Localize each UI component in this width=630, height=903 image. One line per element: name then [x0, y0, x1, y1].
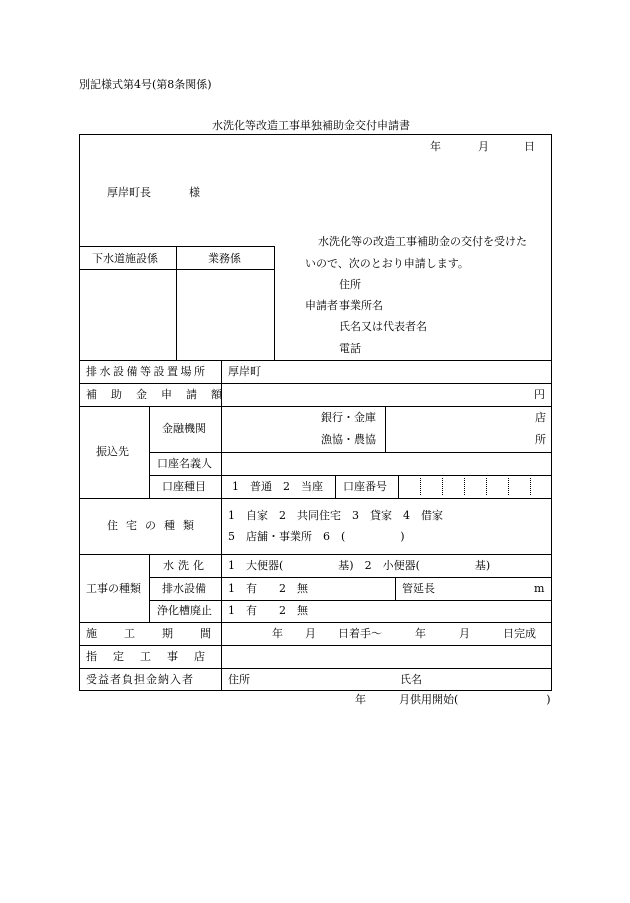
flush-label: 水洗化: [163, 559, 208, 572]
drain-label: 排水設備: [162, 582, 206, 595]
row-line: [79, 360, 552, 361]
col-line: [149, 554, 150, 622]
septic-value: 1 有 2 無: [228, 604, 308, 617]
account-type-label: 口座種目: [162, 480, 206, 493]
row-line: [149, 452, 552, 453]
row-line: [149, 577, 552, 578]
dept-right-header: 業務係: [208, 252, 241, 265]
addressee-name: 厚岸町長: [107, 186, 151, 199]
bank-types-2: 漁協・農協: [321, 433, 376, 446]
payer-label: 受益者負担金納入者: [86, 673, 194, 686]
date-day: 日: [524, 140, 535, 153]
service-start-line: 年 月供用開始( ): [355, 693, 551, 706]
location-label: 排水設備等設置場所: [86, 365, 208, 378]
payer-address-label: 住所: [228, 673, 250, 686]
account-number-label: 口座番号: [343, 480, 387, 493]
col-line: [398, 475, 399, 498]
pipe-unit: m: [534, 582, 545, 595]
dept-box-mid: [176, 246, 177, 360]
account-digit-sep: [508, 478, 509, 495]
payer-name-label: 氏名: [400, 673, 422, 686]
septic-label: 浄化槽廃止: [157, 604, 212, 617]
row-line: [79, 383, 552, 384]
account-digit-sep: [442, 478, 443, 495]
col-line: [149, 406, 150, 498]
location-value: 厚岸町: [228, 365, 261, 378]
account-digit-sep: [420, 478, 421, 495]
row-line: [79, 645, 552, 646]
form-title: 水洗化等改造工事単独補助金交付申請書: [212, 119, 410, 132]
row-line: [149, 600, 552, 601]
applicant-name-label: 氏名又は代表者名: [339, 320, 427, 333]
house-line2: 5 店舗・事業所 6 ( ): [228, 530, 405, 543]
bank-types-1: 銀行・金庫: [321, 411, 376, 424]
applicant-address-label: 住所: [339, 278, 361, 291]
holder-label: 口座名義人: [157, 457, 212, 470]
amount-unit: 円: [534, 388, 545, 401]
house-line1: 1 自家 2 共同住宅 3 貸家 4 借家: [228, 509, 443, 522]
contractor-label: 指定工事店: [86, 650, 221, 663]
date-year: 年: [430, 140, 441, 153]
period-label: 施工期間: [86, 627, 238, 640]
account-type-value: 1 普通 2 当座: [232, 480, 323, 493]
applicant-phone-label: 電話: [339, 342, 361, 355]
applicant-label: 申請者: [305, 299, 338, 312]
account-digit-sep: [486, 478, 487, 495]
drain-value: 1 有 2 無: [228, 582, 308, 595]
addressee-honorific: 様: [189, 186, 200, 199]
col-line: [221, 360, 222, 691]
form-number: 別記様式第4号(第8条関係): [79, 78, 212, 91]
applicant-office-label: 事業所名: [339, 299, 383, 312]
account-digit-sep: [464, 478, 465, 495]
pipe-label: 管延長: [402, 582, 435, 595]
dept-left-header: 下水道施設係: [92, 252, 158, 265]
col-line: [335, 475, 336, 498]
row-line: [79, 668, 552, 669]
dept-box-right: [274, 246, 275, 360]
transfer-label: 振込先: [96, 445, 129, 458]
flush-value: 1 大便器( 基) 2 小便器( 基): [228, 559, 491, 572]
request-line1: 水洗化等の改造工事補助金の交付を受けた: [318, 235, 527, 248]
work-type-label: 工事の種類: [86, 582, 141, 595]
branch-suffix-2: 所: [535, 433, 546, 446]
branch-suffix-1: 店: [535, 411, 546, 424]
row-line: [79, 498, 552, 499]
bank-label: 金融機関: [162, 422, 206, 435]
row-line: [79, 622, 552, 623]
period-value: 年 月 日着手〜 年 月 日完成: [272, 627, 536, 640]
amount-label: 補助金申請額: [86, 388, 236, 401]
house-type-label: 住宅の種類: [107, 519, 202, 532]
account-digit-sep: [530, 478, 531, 495]
row-line: [149, 475, 552, 476]
date-month: 月: [478, 140, 489, 153]
col-line: [395, 577, 396, 600]
request-line2: いので、次のとおり申請します。: [305, 257, 469, 270]
